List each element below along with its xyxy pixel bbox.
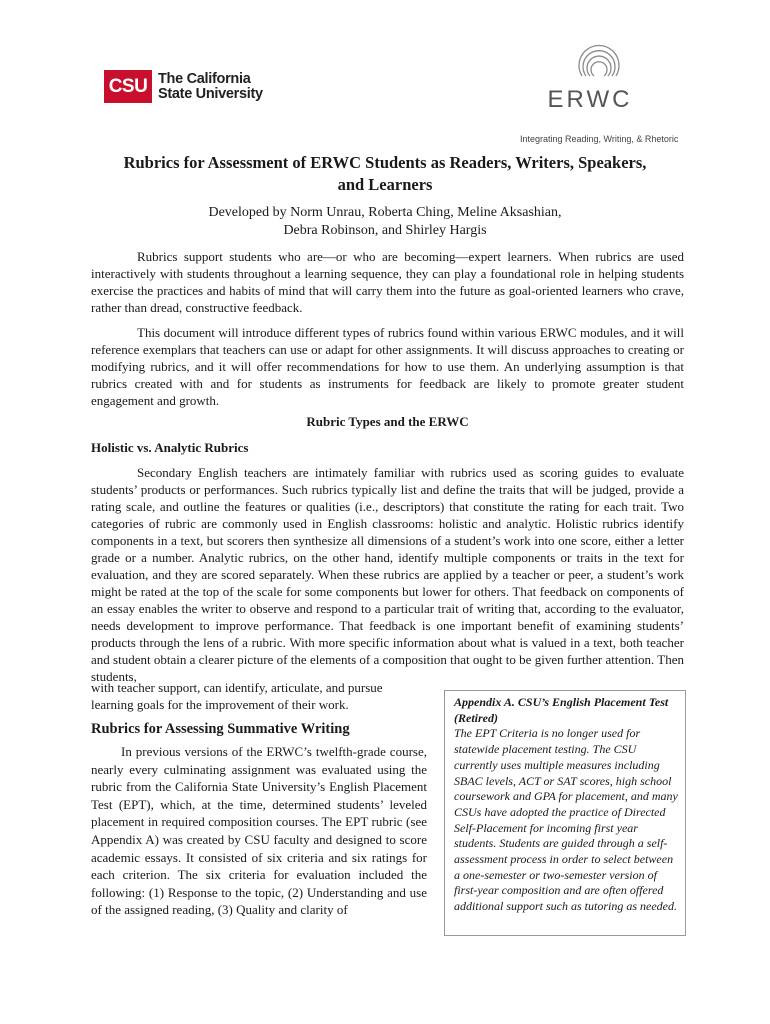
intro-paragraph-1: Rubrics support students who are—or who are becoming—expert learners. When rubrics are used interactively with students throughout a learning sequence, they can play a foundational role in helping students exercise the practices and habits of mind that will carry them into the future as goal-oriented learners who crave, rather than dread, constructive feedback. xyxy=(91,249,684,315)
intro-paragraph-2: This document will introduce different types of rubrics found within various ERWC modules, and it will reference exemplars that teachers can use or adapt for other assignments. It will discuss approaches to creating or modifying rubrics, and it will offer recommendations for how to use them. An underlying assumption is that rubrics created with and for students as instruments for feedback are likely to promote greater student engagement and growth. xyxy=(91,325,684,408)
document-title-line2: and Learners xyxy=(337,175,433,194)
authors-line1: Developed by Norm Unrau, Roberta Ching, Meline Aksashian, xyxy=(208,205,562,220)
erwc-logo xyxy=(520,36,679,144)
erwc-logo-tagline: Integrating Reading, Writing, & Rhetoric xyxy=(520,134,679,144)
csu-logo xyxy=(104,70,263,103)
document-authors xyxy=(80,204,690,240)
csu-logo-mark: CSU xyxy=(104,70,152,103)
summative-paragraph: In previous versions of the ERWC’s twelfth-grade course, nearly every culminating assignment was evaluated using the rubric from the California State University’s English Placement Test (EPT), which, at the time, determined students’ leveled placement in required composition courses. The EPT rubric (see Appendix A) was created by CSU faculty and designed to score academic essays. It consisted of six criteria and six ratings for each criterion. The six criteria for evaluation included the following: (1) Response to the topic, (2) Understanding and use of the assigned reading, (3) Quality and clarity of xyxy=(91,744,427,918)
holistic-paragraph-tail: with teacher support, can identify, articulate, and pursue learning goals for the improvement of their work. xyxy=(91,680,383,712)
section-heading-rubric-types: Rubric Types and the ERWC xyxy=(306,414,469,429)
authors-line2: Debra Robinson, and Shirley Hargis xyxy=(283,223,487,238)
document-title xyxy=(80,152,690,196)
subsection-heading-holistic: Holistic vs. Analytic Rubrics xyxy=(91,440,249,455)
section-heading-summative: Rubrics for Assessing Summative Writing xyxy=(91,721,350,737)
erwc-logo-word: ERWC xyxy=(547,86,633,113)
document-title-line1: Rubrics for Assessment of ERWC Students as Readers, Writers, Speakers, xyxy=(123,153,647,172)
appendix-sidebar xyxy=(444,690,686,936)
sidebar-body: The EPT Criteria is no longer used for statewide placement testing. The CSU currently uses multiple measures including SBAC levels, ACT or SAT scores, high school coursework and GPA for placement, and many CSUs have adopted the practice of Directed Self-Placement for incoming first year students. Students are guided through a self-assessment process in order to select between a one-semester or two-semester version of first-year composition and are often offered additional support such as tutoring as needed. xyxy=(454,726,678,914)
csu-logo-name-line2: State University xyxy=(158,85,263,102)
csu-logo-name xyxy=(158,72,263,102)
csu-logo-name-line1: The California xyxy=(158,70,251,87)
sidebar-title: Appendix A. CSU’s English Placement Test (Retired) xyxy=(454,695,669,725)
holistic-paragraph: Secondary English teachers are intimately familiar with rubrics used as scoring guides to evaluate students’ products or performances. Such rubrics typically list and define the traits that will be judged, provide a rating scale, and outline the features or qualities (i.e., descriptors) that constitute the rating for each trait. Two categories of rubric are commonly used in English classrooms: holistic and analytic. Holistic rubrics identify components in a text, but scorers then synthesize all dimensions of a student’s work into one score, either a letter grade or a number. Analytic rubrics, on the other hand, identify multiple components or traits in the text for evaluation, and they are scored separately. When these rubrics are applied by a teacher or peer, a student’s work might be rated at the top of the scale for some components but lower for others. That feedback on components of an essay enables the writer to observe and respond to a particular trait of writing that, according to the evaluator, needs development to improve performance. That feedback is one important benefit of examining students’ products through the lens of a rubric. With more specific information about what is valued in a text, both teacher and student obtain a clearer picture of the elements of a composition that ought to be given further attention. Then students, xyxy=(91,465,684,684)
erwc-swirl-icon xyxy=(576,36,622,84)
